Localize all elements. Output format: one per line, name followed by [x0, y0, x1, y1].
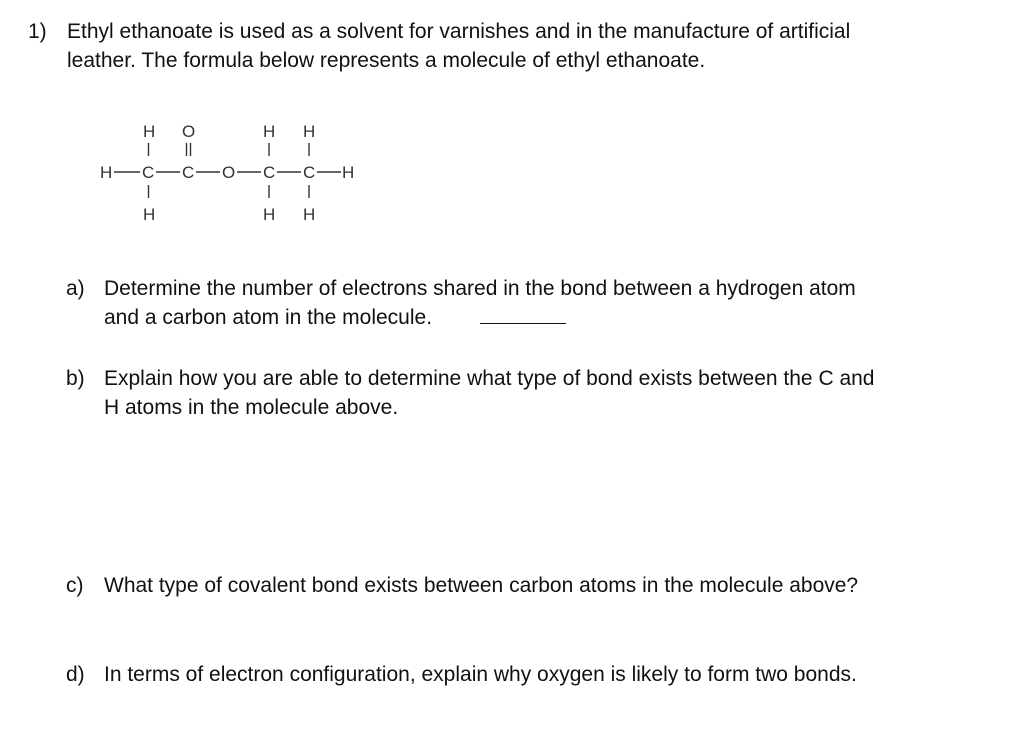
- atom-h-left: H: [100, 163, 113, 182]
- part-c: [66, 571, 966, 601]
- part-a: [66, 274, 966, 334]
- part-a-label: a): [66, 277, 85, 300]
- part-a-line-2-wrap: [104, 303, 856, 332]
- atom-h-c1-top: H: [143, 122, 156, 141]
- atom-c4: C: [303, 163, 316, 182]
- part-d-text: In terms of electron configuration, explain why oxygen is likely to form two bonds.: [104, 663, 857, 686]
- atom-h-right: H: [342, 163, 355, 182]
- atom-o-carbonyl: O: [182, 122, 196, 141]
- atom-h-c3-top: H: [263, 122, 276, 141]
- atom-c2: C: [182, 163, 195, 182]
- question-stem-line-2: leather. The formula below represents a molecule of ethyl ethanoate.: [67, 49, 706, 72]
- part-c-text: What type of covalent bond exists between carbon atoms in the molecule above?: [104, 574, 859, 597]
- part-b-line-1: Explain how you are able to determine what type of bond exists between the C and: [104, 367, 875, 390]
- atom-c3: C: [263, 163, 276, 182]
- atom-h-c4-bottom: H: [303, 205, 316, 224]
- part-a-line-1: Determine the number of electrons shared in the bond between a hydrogen atom: [104, 277, 856, 300]
- part-b: [66, 364, 966, 424]
- answer-blank[interactable]: [480, 303, 566, 324]
- atom-o-ester: O: [222, 163, 236, 182]
- atom-h-c3-bottom: H: [263, 205, 276, 224]
- part-d-label: d): [66, 663, 85, 686]
- part-b-label: b): [66, 367, 85, 390]
- part-a-text: [104, 274, 856, 332]
- question-stem: [67, 17, 967, 75]
- part-a-line-2: and a carbon atom in the molecule.: [104, 306, 433, 329]
- part-b-text: [104, 364, 874, 422]
- part-c-label: c): [66, 574, 84, 597]
- ethyl-ethanoate-structure: [92, 112, 372, 232]
- atom-h-c1-bottom: H: [143, 205, 156, 224]
- atom-h-c4-top: H: [303, 122, 316, 141]
- question-stem-line-1: Ethyl ethanoate is used as a solvent for varnishes and in the manufacture of artificial: [67, 20, 851, 43]
- part-d: [66, 660, 966, 690]
- atom-c1: C: [142, 163, 155, 182]
- question-number: 1): [28, 20, 47, 43]
- part-b-line-2: H atoms in the molecule above.: [104, 396, 399, 419]
